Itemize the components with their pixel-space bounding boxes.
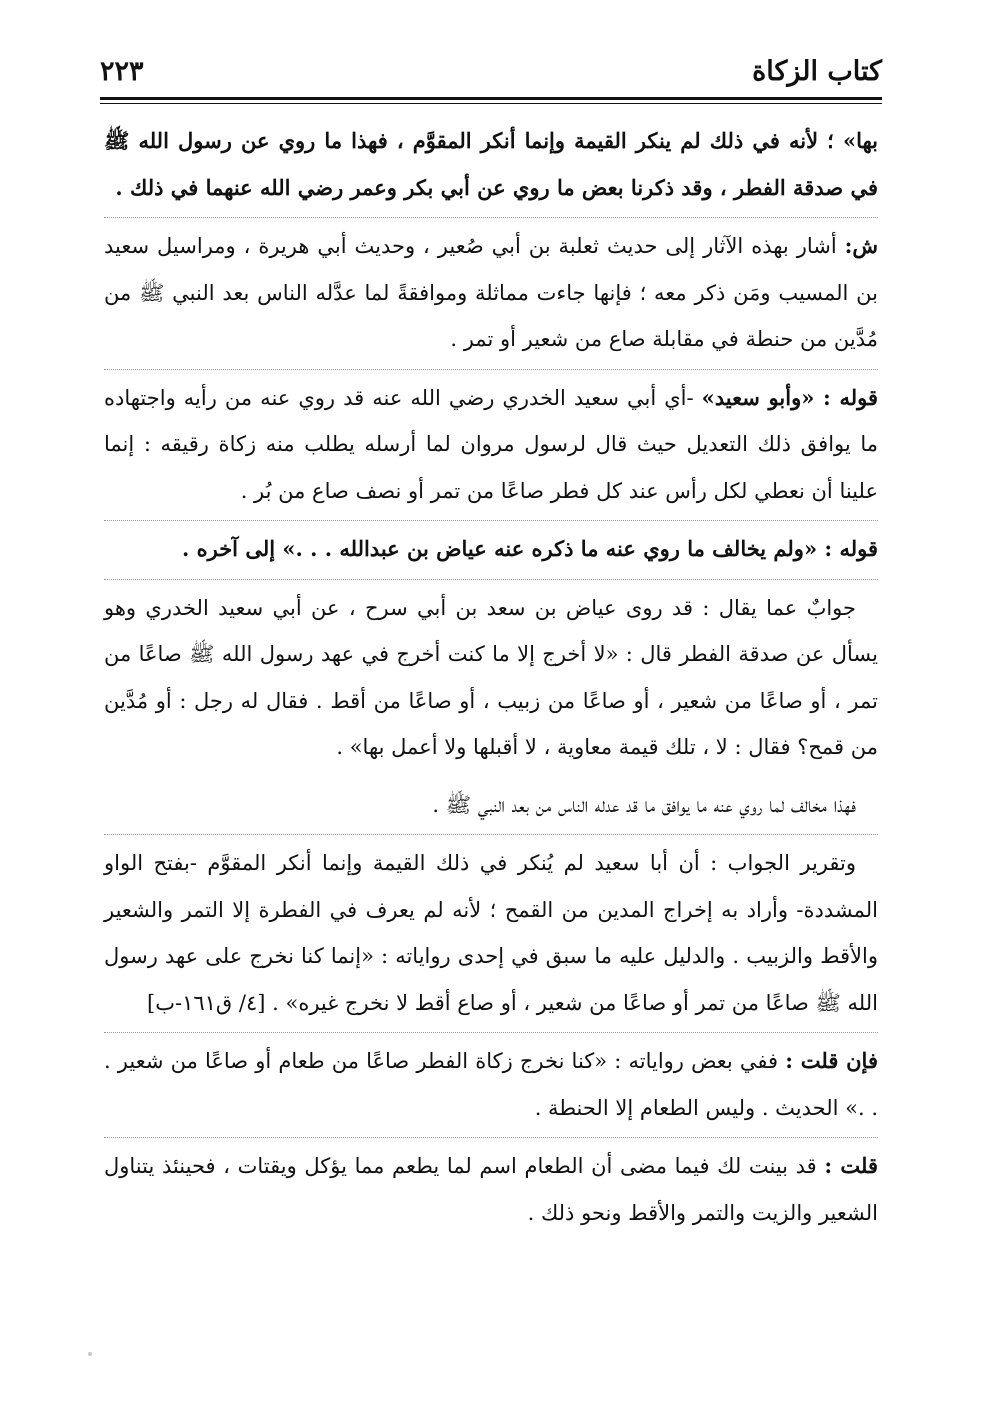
commentary-paragraph: [104, 782, 878, 829]
margin-speck: [88, 1352, 92, 1356]
divider: [104, 369, 878, 370]
commentary-paragraph: [104, 1143, 878, 1236]
paragraph-text: -أي أبي سعيد الخدري رضي الله عنه قد روي عنه من رأيه واجتهاده ما يوافق ذلك التعديل حيث قال لرسول مروان لما أرسله يطلب منه زكاة رقيقه : إنما علينا أن نعطي لكل رأس عند كل فطر صاعًا من تمر أو نصف صاع من بُر .: [104, 385, 878, 503]
paragraph-lead: قوله : «وأبو سعيد»: [701, 384, 878, 410]
divider: [104, 1137, 878, 1138]
header-rule-thick: [100, 97, 882, 100]
paragraph-lead: قلت :: [824, 1153, 878, 1178]
page-number: ٢٢٣: [100, 56, 144, 87]
spacer: [104, 771, 878, 782]
paragraph-lead: فإن قلت :: [785, 1048, 878, 1073]
divider: [104, 579, 878, 580]
paragraph-text: فهذا مخالف لما روي عنه ما يوافق ما قد عدله الناس من بعد النبي ﷺ .: [432, 792, 856, 817]
page-header: [100, 50, 882, 94]
commentary-paragraph: [104, 840, 878, 1026]
page-body: [104, 118, 878, 1236]
divider: [104, 520, 878, 521]
paragraph-lead: ش:: [844, 233, 878, 258]
divider: [104, 1032, 878, 1033]
paragraph-lead: قوله : «ولم يخالف ما روي عنه ما ذكره عنه عياض بن عبدالله . . .» إلى آخره .: [181, 536, 878, 561]
running-title: كتاب الزكاة: [752, 56, 882, 87]
paragraph-text: قد بينت لك فيما مضى أن الطعام اسم لما يطعم مما يؤكل ويقتات ، فحينئذ يتناول الشعير والزيت والتمر والأقط ونحو ذلك .: [104, 1154, 878, 1225]
paragraph-text: وتقرير الجواب : أن أبا سعيد لم يُنكر في ذلك القيمة وإنما أنكر المقوَّم -بفتح الواو المشددة- وأراد به إخراج المدين من القمح ؛ لأنه لم يعرف في الفطرة إلا التمر والشعير والأقط والزبيب . والدليل عليه ما سبق في إحدى رواياته : «إنما كنا نخرج على عهد رسول الله ﷺ صاعًا من تمر أو صاعًا من شعير ، أو صاع أقط لا نخرج غيره» . [٤/ ق١٦١-ب]: [104, 851, 878, 1015]
divider: [104, 834, 878, 835]
paragraph-text: أشار بهذه الآثار إلى حديث ثعلبة بن أبي صُعير ، وحديث أبي هريرة ، ومراسيل سعيد بن المسيب ومَن ذكر معه ؛ فإنها جاءت مماثلة وموافقةً لما عدَّله الناس بعد النبي ﷺ من مُدَّين من حنطة في مقابلة صاع من شعير أو تمر .: [104, 234, 878, 351]
header-rule-thin: [100, 103, 882, 104]
paragraph-text: جوابٌ عما يقال : قد روى عياض بن سعد بن أبي سرح ، عن أبي سعيد الخدري وهو يسأل عن صدقة الفطر قال : «لا أخرج إلا ما كنت أخرج في عهد رسول الله ﷺ صاعًا من تمر ، أو صاعًا من شعير ، أو صاعًا من زبيب ، أو صاعًا من أقط . فقال له رجل : أو مُدَّين من قمح؟ فقال : لا ، تلك قيمة معاوية ، لا أقبلها ولا أعمل بها» .: [104, 595, 878, 759]
commentary-paragraph: [104, 223, 878, 363]
quoted-heading: [104, 526, 878, 573]
paragraph-text: ففي بعض رواياته : «كنا نخرج زكاة الفطر صاعًا من طعام أو صاعًا من شعير . . .» الحديث . وليس الطعام إلا الحنطة .: [104, 1049, 878, 1120]
divider: [104, 217, 878, 218]
matn-continuation: [104, 118, 878, 211]
commentary-paragraph: [104, 585, 878, 771]
commentary-paragraph: [104, 375, 878, 515]
commentary-paragraph: [104, 1038, 878, 1131]
paragraph-text: بها» ؛ لأنه في ذلك لم ينكر القيمة وإنما أنكر المقوَّم ، فهذا ما روي عن رسول الله ﷺ في صدقة الفطر ، وقد ذكرنا بعض ما روي عن أبي بكر وعمر رضي الله عنهما في ذلك .: [104, 128, 878, 200]
